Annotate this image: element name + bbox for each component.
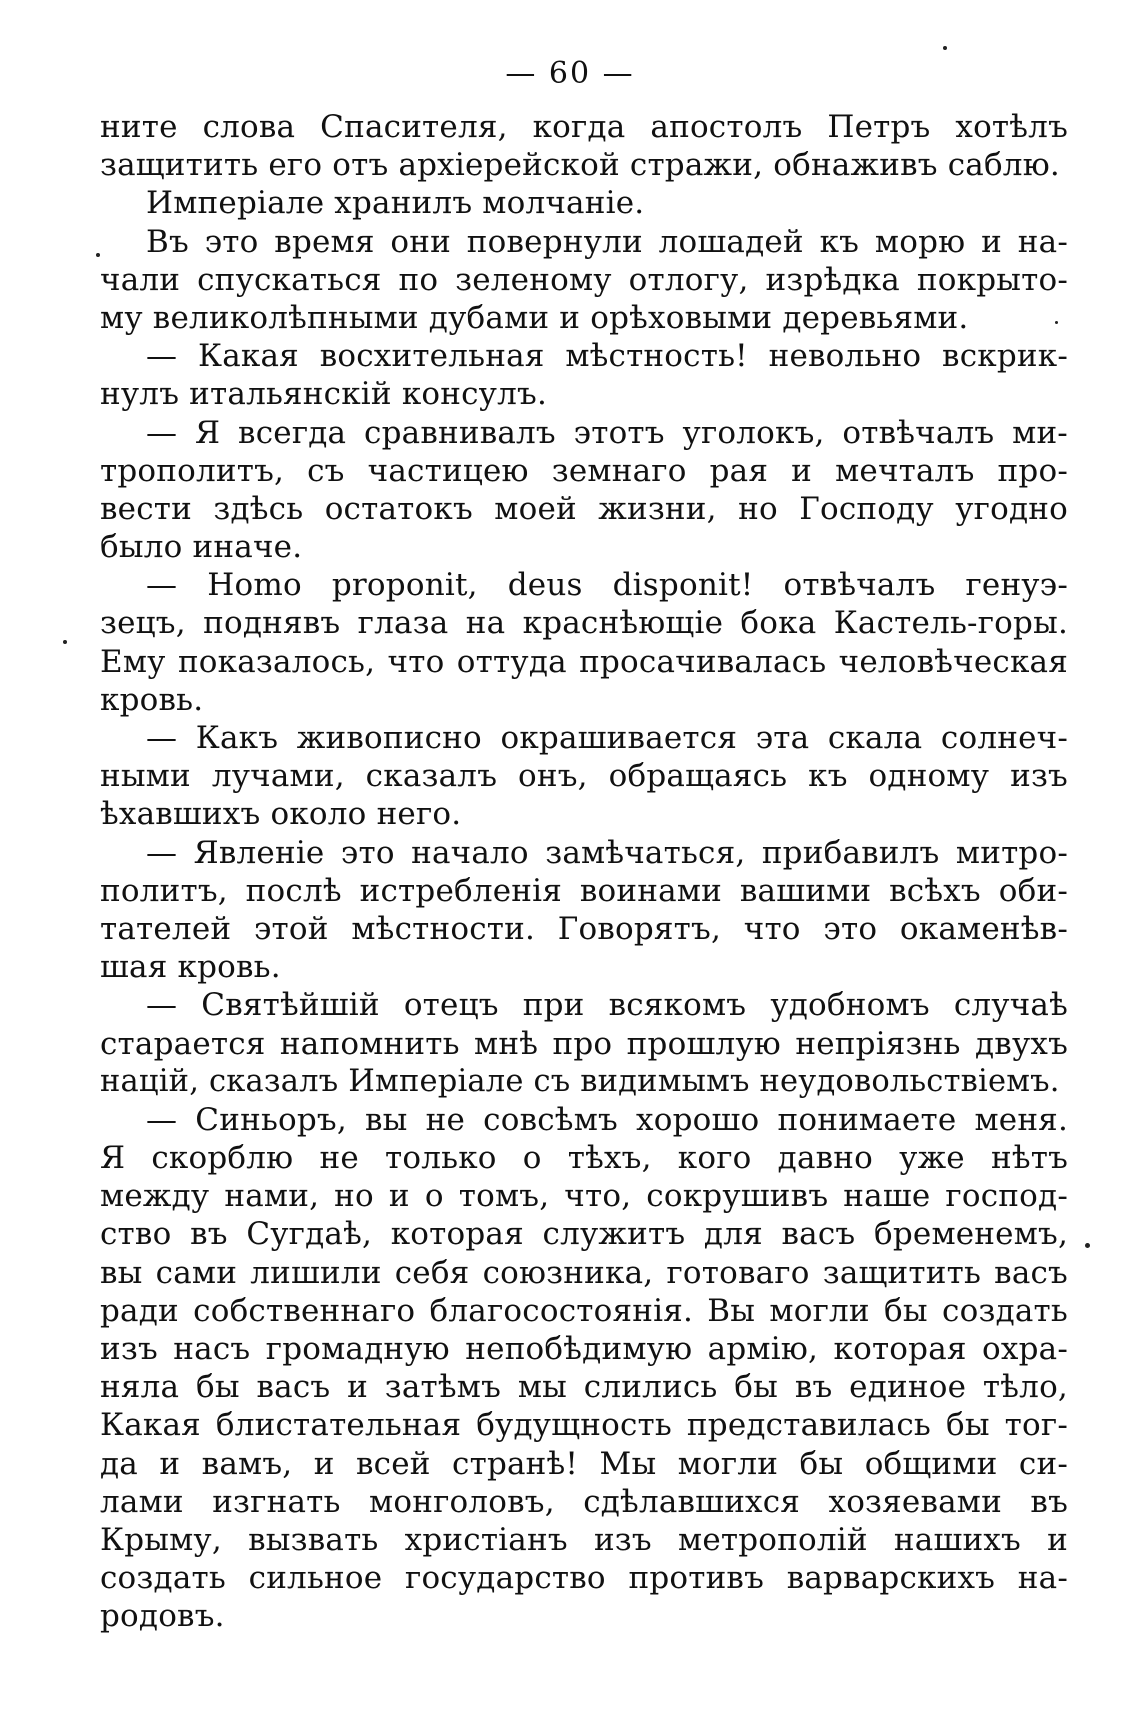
text-line: вести здѣсь остатокъ моей жизни, но Господу угодно — [100, 490, 1068, 527]
ink-speck — [63, 640, 67, 644]
ink-speck — [1055, 321, 1058, 324]
text-line: да и вамъ, и всей странѣ! Мы могли бы общими си- — [100, 1445, 1068, 1482]
text-line: Ему показалось, что оттуда просачивалась человѣческая — [100, 643, 1068, 680]
ink-speck — [1085, 1243, 1090, 1248]
text-line: му великолѣпными дубами и орѣховыми деревьями. — [100, 299, 969, 336]
text-line: ѣхавшихъ около него. — [100, 796, 462, 833]
text-line: политъ, послѣ истребленія воинами вашими всѣхъ оби- — [100, 872, 1068, 909]
text-line: лами изгнать монголовъ, сдѣлавшихся хозяевами въ — [100, 1483, 1068, 1520]
text-line: было иначе. — [100, 529, 303, 566]
text-line: — Homo proponit, deus disponit! отвѣчалъ генуэ- — [146, 567, 1068, 604]
text-line: трополитъ, съ частицею земнаго рая и мечталъ про- — [100, 452, 1068, 489]
text-line: создать сильное государство противъ варварскихъ на- — [100, 1560, 1068, 1597]
text-line: няла бы васъ и затѣмъ мы слились бы въ единое тѣло, — [100, 1369, 1068, 1406]
page-number: — 60 — — [505, 56, 635, 91]
text-line: — Синьоръ, вы не совсѣмъ хорошо понимаете меня. — [146, 1101, 1068, 1138]
text-line: — Святѣйшій отецъ при всякомъ удобномъ случаѣ — [146, 987, 1068, 1024]
text-line: зецъ, поднявъ глаза на краснѣющіе бока Кастель-горы. — [100, 605, 1068, 642]
text-line: ство въ Сугдаѣ, которая служитъ для васъ бременемъ, — [100, 1216, 1068, 1253]
text-line: Крыму, вызвать христіанъ изъ метрополій нашихъ и — [100, 1521, 1068, 1558]
text-line: — Какая восхительная мѣстность! невольно вскрик- — [146, 338, 1068, 375]
text-line: родовъ. — [100, 1598, 225, 1635]
ink-speck — [943, 46, 947, 50]
text-line: между нами, но и о томъ, что, сокрушивъ наше господ- — [100, 1178, 1068, 1215]
page-body-text — [100, 108, 1068, 1636]
text-line: Имперіале хранилъ молчаніе. — [146, 185, 645, 222]
text-line: нулъ итальянскій консулъ. — [100, 376, 547, 413]
text-line: ными лучами, сказалъ онъ, обращаясь къ одному изъ — [100, 758, 1068, 795]
text-line: — Я всегда сравнивалъ этотъ уголокъ, отвѣчалъ ми- — [146, 414, 1068, 451]
text-line: шая кровь. — [100, 949, 281, 986]
text-line: Въ это время они повернули лошадей къ морю и на- — [146, 223, 1068, 260]
text-line: защитить его отъ архіерейской стражи, обнаживъ саблю. — [100, 147, 1060, 184]
text-line: — Какъ живописно окрашивается эта скала солнеч- — [146, 720, 1068, 756]
text-line: изъ насъ громадную непобѣдимую армію, которая охра- — [100, 1331, 1068, 1367]
text-line: Какая блистательная будущность представилась бы тог- — [100, 1407, 1068, 1444]
text-line: ради собственнаго благосостоянія. Вы могли бы создать — [100, 1292, 1068, 1329]
text-line: — Явленіе это начало замѣчаться, прибавилъ митро- — [146, 834, 1068, 871]
text-line: чали спускаться по зеленому отлогу, изрѣдка покрыто- — [100, 261, 1068, 298]
ink-speck — [96, 253, 100, 257]
text-line: націй, сказалъ Имперіале съ видимымъ неудовольствіемъ. — [100, 1063, 1060, 1099]
text-line: ните слова Спасителя, когда апостолъ Петръ хотѣлъ — [100, 109, 1068, 145]
text-line: Я скорблю не только о тѣхъ, кого давно уже нѣтъ — [100, 1140, 1068, 1177]
text-line: кровь. — [100, 681, 204, 718]
text-line: старается напомнить мнѣ про прошлую непріязнь двухъ — [100, 1025, 1068, 1062]
text-line: тателей этой мѣстности. Говорятъ, что это окаменѣв- — [100, 910, 1068, 947]
text-line: вы сами лишили себя союзника, готоваго защитить васъ — [100, 1254, 1068, 1291]
